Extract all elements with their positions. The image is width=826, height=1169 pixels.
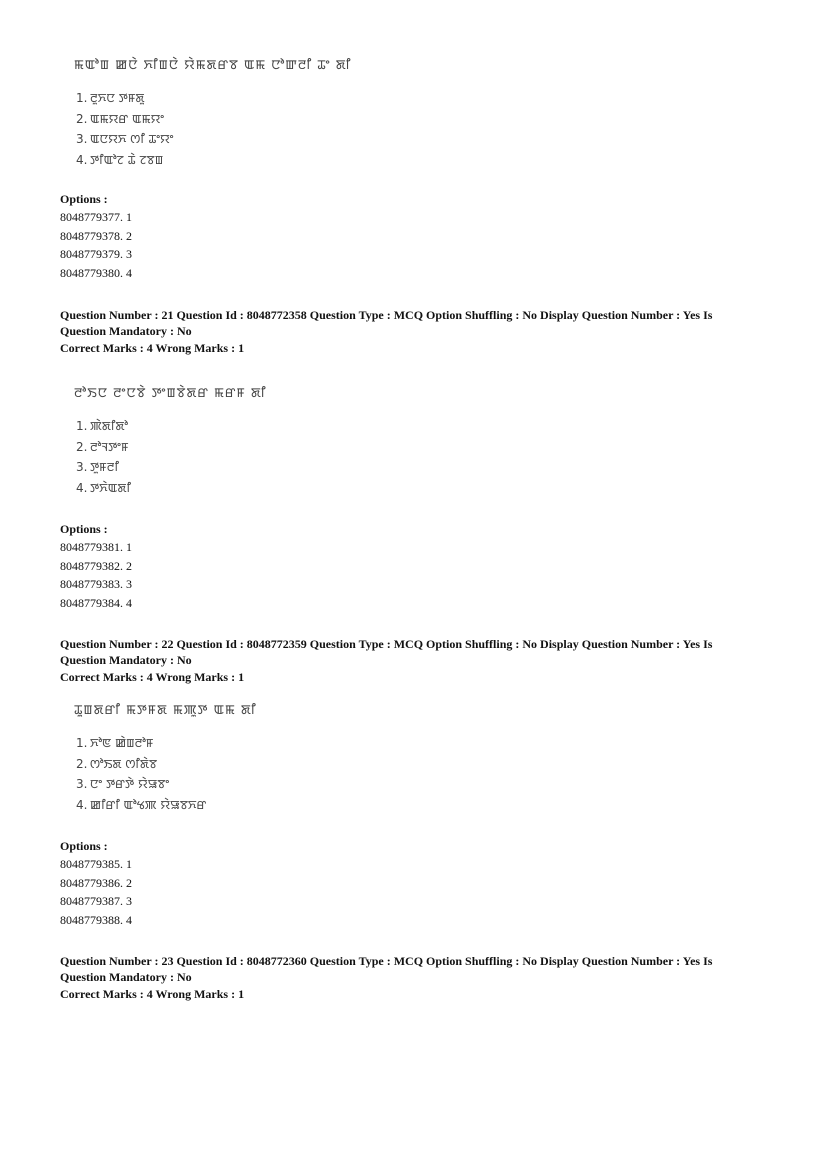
options-block	[60, 520, 760, 612]
option-id: 8048779378. 2	[60, 228, 132, 243]
option-id: 8048779388. 4	[60, 912, 132, 927]
question-header	[60, 307, 760, 356]
options-block	[60, 837, 760, 929]
question-header	[60, 636, 760, 685]
question-header	[60, 953, 760, 1002]
question-meta-line: Question Number : 23 Question Id : 8048772360 Question Type : MCQ Option Shuffling : No Display Question Number : Yes Is	[60, 954, 713, 968]
choice-item: 4. ꯀꯤꯔꯤ ꯑꯣꯠꯄ ꯌꯥꯎꯕꯈꯔ	[76, 797, 207, 812]
choice-item: 3. ꯑꯅꯌꯈ ꯁꯤ ꯊꯦꯌꯦ	[76, 132, 174, 146]
choice-item: 2. ꯂꯣꯜꯇꯦꯝ	[76, 439, 129, 454]
choice-list	[76, 88, 173, 170]
choice-list	[76, 733, 206, 815]
choice-label: ꯇꯈꯥꯑꯗꯤ	[90, 480, 131, 495]
option-id: 8048779377. 1	[60, 210, 132, 224]
choice-label: ꯂꯣꯜꯇꯦꯝ	[90, 439, 129, 454]
marks-line: Correct Marks : 4 Wrong Marks : 1	[60, 670, 245, 684]
choice-label: ꯈꯣꯟ ꯀꯥꯡꯂꯣꯝ	[90, 736, 154, 750]
choice-label: ꯅꯦ ꯇꯔꯇꯥ ꯌꯥꯎꯕꯦ	[90, 777, 170, 791]
option-id: 8048779385. 1	[60, 857, 132, 871]
option-id: 8048779387. 3	[60, 894, 132, 908]
option-id: 8048779382. 2	[60, 558, 132, 573]
choice-label: ꯄꯥꯗꯤꯗꯣ	[90, 419, 128, 433]
question-text: ꯃꯑꯣꯡ ꯀꯅꯥ ꯈꯤꯡꯅꯥ ꯌꯥꯃꯗꯔꯕ ꯑꯃ ꯅꯣꯛꯂꯤ ꯊꯦ ꯗꯤ	[74, 58, 352, 73]
options-label: Options :	[60, 839, 108, 853]
choice-label: ꯑꯃꯌꯔ ꯑꯃꯌꯦ	[90, 111, 165, 126]
options-label: Options :	[60, 522, 108, 536]
question-meta-line: Question Mandatory : No	[60, 324, 192, 338]
choice-item: 2. ꯁꯣꯏꯗ ꯁꯤꯗꯥꯕ	[76, 756, 158, 771]
option-id: 8048779384. 4	[60, 595, 132, 610]
choice-label: ꯇꯨꯝꯂꯤ	[90, 460, 119, 474]
option-id: 8048779380. 4	[60, 265, 132, 280]
option-id: 8048779379. 3	[60, 247, 132, 261]
option-id: 8048779381. 1	[60, 540, 132, 554]
choice-label: ꯁꯣꯏꯗ ꯁꯤꯗꯥꯕ	[90, 756, 158, 771]
choice-item: 3. ꯅꯦ ꯇꯔꯇꯥ ꯌꯥꯎꯕꯦ	[76, 777, 170, 791]
option-id: 8048779386. 2	[60, 875, 132, 890]
question-meta-line: Question Number : 22 Question Id : 8048772359 Question Type : MCQ Option Shuffling : No Display Question Number : Yes Is	[60, 637, 713, 651]
option-id: 8048779383. 3	[60, 577, 132, 591]
question-text: ꯂꯣꯏꯅ ꯂꯦꯅꯕꯥ ꯇꯦꯡꯕꯥꯗꯔ ꯃꯔꯝ ꯗꯤ	[74, 386, 267, 401]
choice-item: 4. ꯇꯤꯑꯣꯖ ꯊꯥ ꯖꯕꯡ	[76, 152, 164, 167]
choice-item: 1. ꯈꯣꯟ ꯀꯥꯡꯂꯣꯝ	[76, 736, 154, 750]
options-block	[60, 190, 760, 282]
marks-line: Correct Marks : 4 Wrong Marks : 1	[60, 341, 245, 355]
choice-item: 2. ꯑꯃꯌꯔ ꯑꯃꯌꯦ	[76, 111, 165, 126]
question-meta-line: Question Mandatory : No	[60, 970, 192, 984]
choice-label: ꯇꯤꯑꯣꯖ ꯊꯥ ꯖꯕꯡ	[90, 152, 164, 167]
options-label: Options :	[60, 192, 108, 206]
choice-item: 3. ꯇꯨꯝꯂꯤ	[76, 460, 119, 474]
choice-label: ꯑꯅꯌꯈ ꯁꯤ ꯊꯦꯌꯦ	[90, 132, 174, 146]
choice-item: 1. ꯂꯨꯈꯅ ꯇꯝꯗꯨ	[76, 91, 145, 105]
choice-item: 4. ꯇꯈꯥꯑꯗꯤ	[76, 480, 131, 495]
choice-item: 1. ꯄꯥꯗꯤꯗꯣ	[76, 419, 128, 433]
choice-list	[76, 416, 131, 498]
question-meta-line: Question Mandatory : No	[60, 653, 192, 667]
question-text: ꯊꯨꯡꯗꯔꯤ ꯃꯇꯝꯗ ꯃꯄꯨꯇ ꯑꯃ ꯗꯤ	[74, 703, 257, 718]
question-meta-line: Question Number : 21 Question Id : 8048772358 Question Type : MCQ Option Shuffling : No Display Question Number : Yes Is	[60, 308, 713, 322]
choice-label: ꯀꯤꯔꯤ ꯑꯣꯠꯄ ꯌꯥꯎꯕꯈꯔ	[90, 797, 207, 812]
choice-label: ꯂꯨꯈꯅ ꯇꯝꯗꯨ	[90, 91, 145, 105]
marks-line: Correct Marks : 4 Wrong Marks : 1	[60, 987, 245, 1001]
